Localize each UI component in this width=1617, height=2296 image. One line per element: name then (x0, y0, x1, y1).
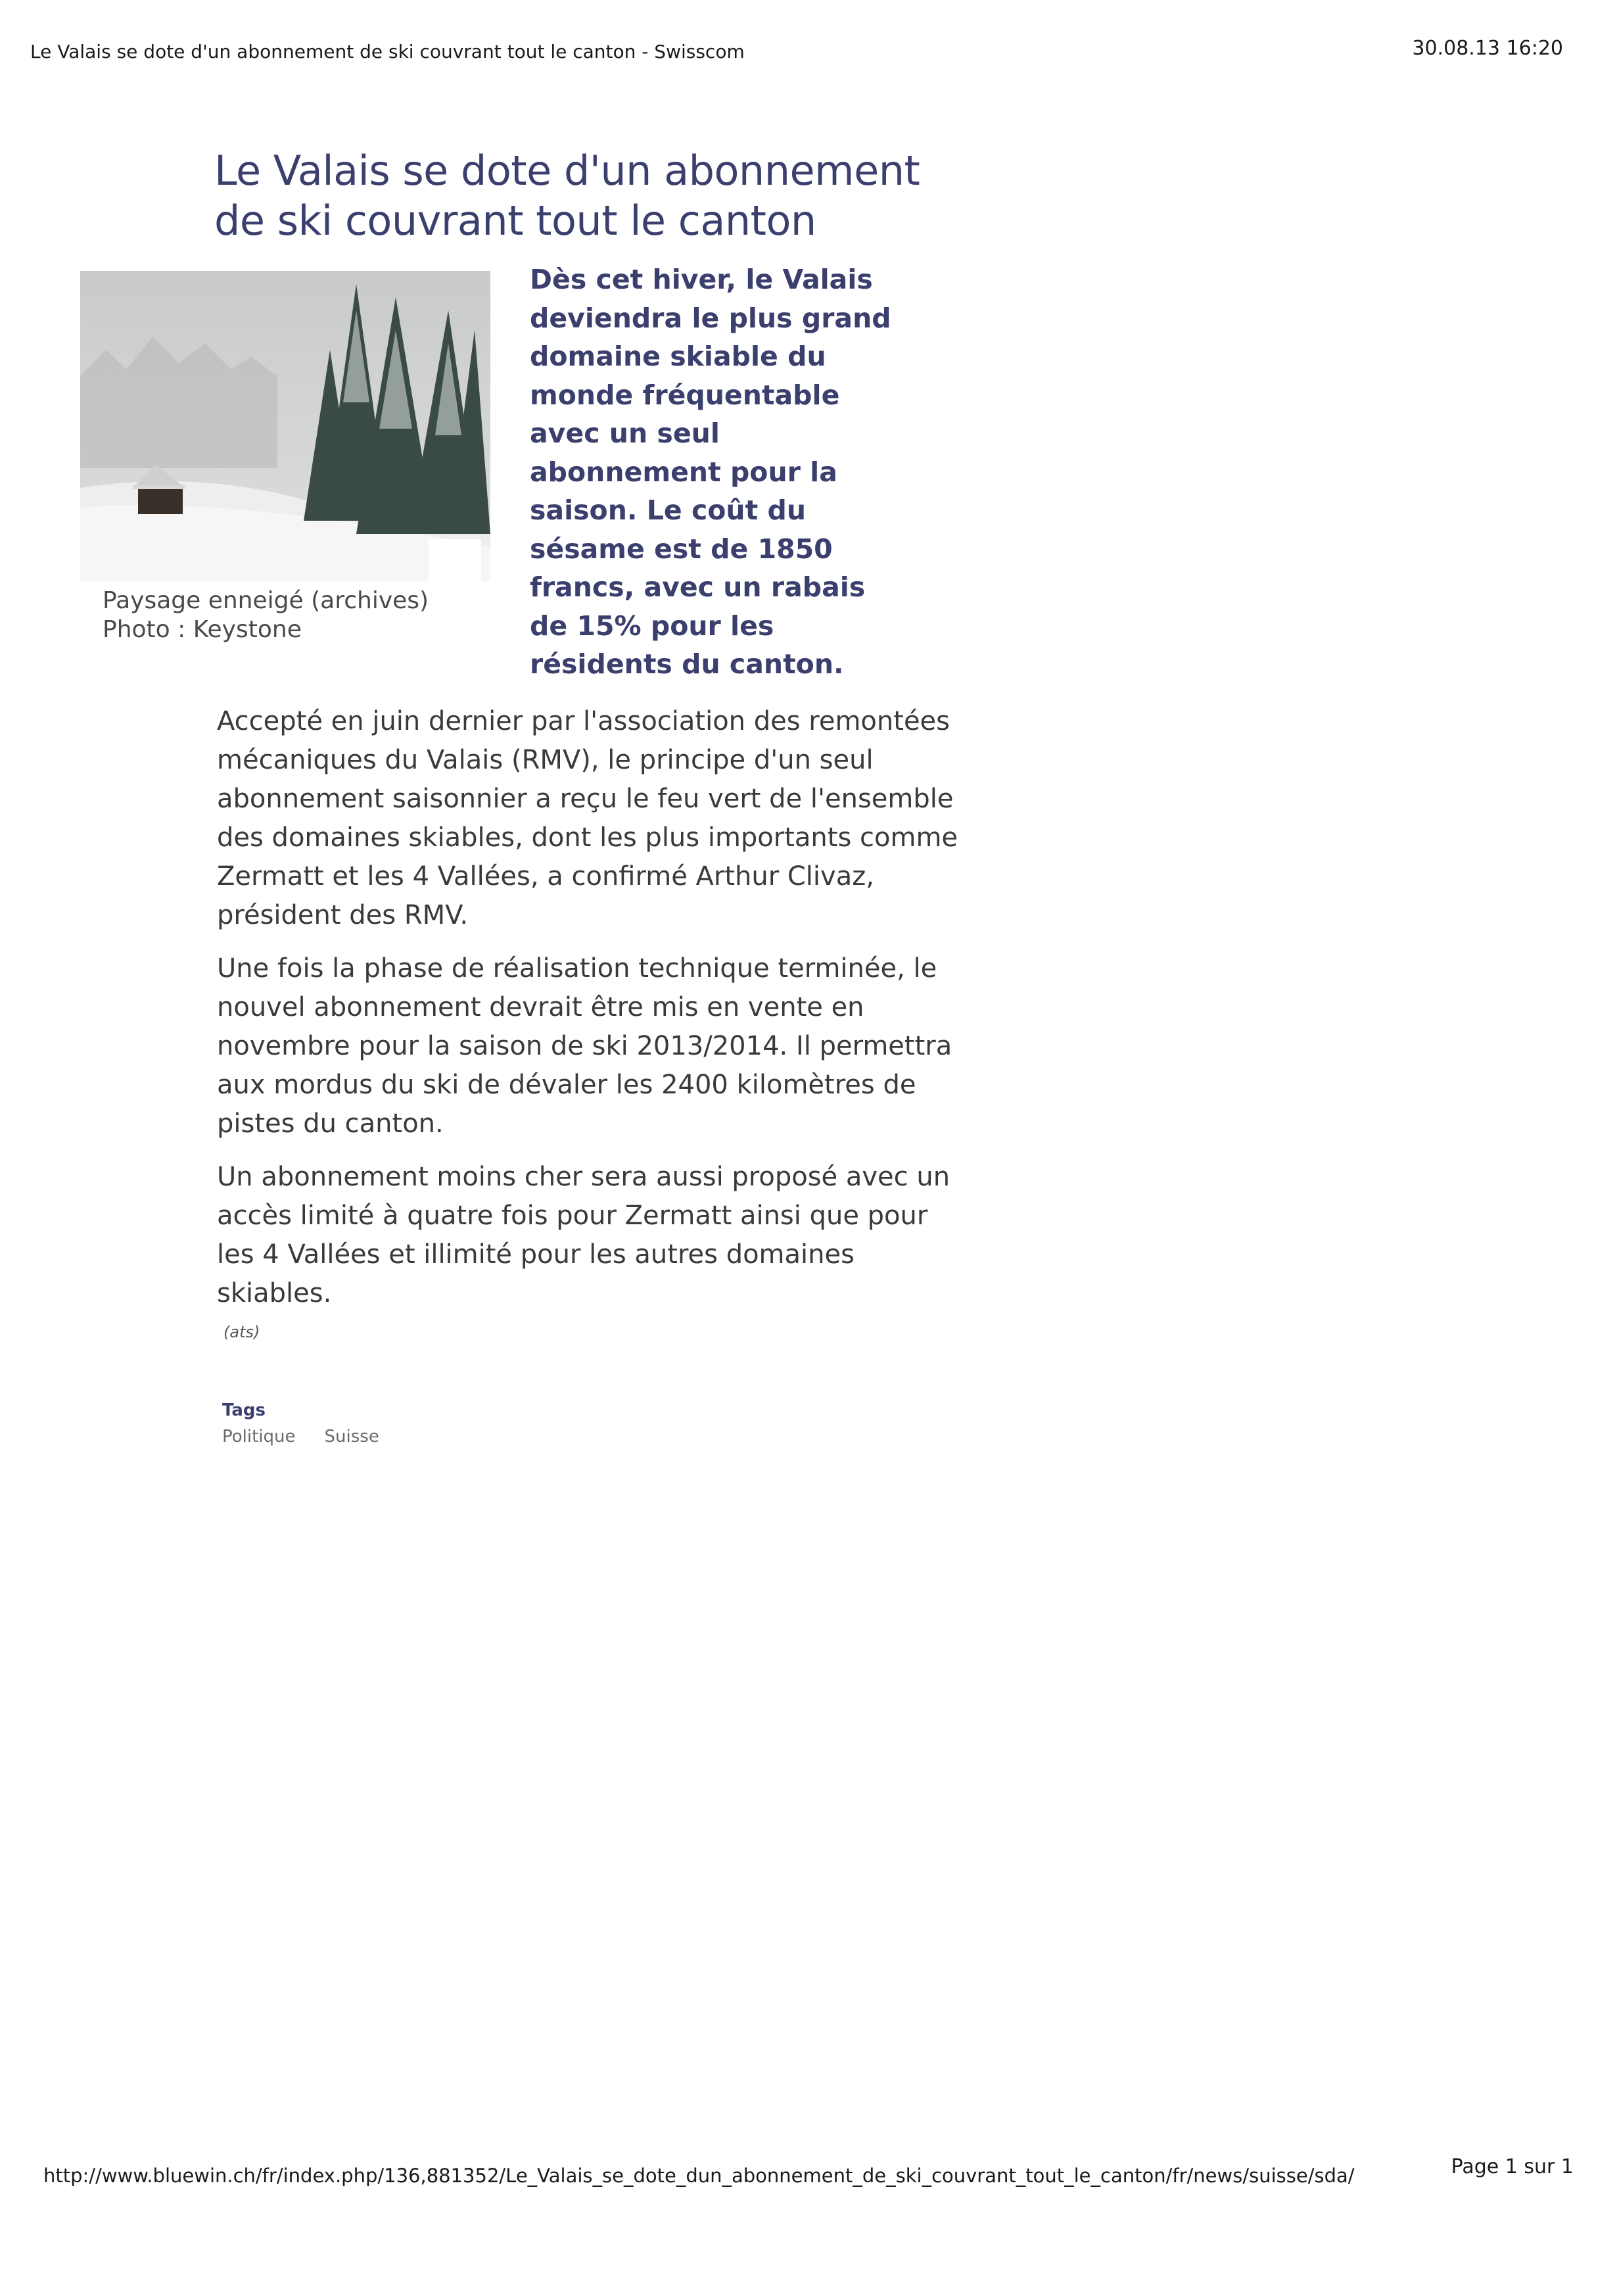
article-body (217, 702, 960, 1327)
print-footer-page-number: Page 1 sur 1 (1451, 2155, 1574, 2178)
body-paragraph: Accepté en juin dernier par l'association des remontées mécaniques du Valais (RMV), le principe d'un seul abonnement saisonnier a reçu le feu vert de l'ensemble des domaines skiables, dont les plus importants comme Zermatt et les 4 Vallées, a confirmé Arthur Clivaz, président des RMV. (217, 706, 958, 930)
tag-suisse[interactable]: Suisse (324, 1427, 379, 1447)
print-header-title: Le Valais se dote d'un abonnement de ski couvrant tout le canton - Swisscom (30, 41, 745, 62)
print-footer-url: http://www.bluewin.ch/fr/index.php/136,881352/Le_Valais_se_dote_dun_abonnement_de_ski_couvrant_tout_le_canton/fr/news/suisse/sda/ (43, 2164, 1355, 2187)
caption-credit: Photo : Keystone (103, 616, 302, 643)
caption-description: Paysage enneigé (archives) (103, 587, 429, 614)
article-source: (ats) (223, 1323, 260, 1341)
article-lead: Dès cet hiver, le Valais deviendra le plus grand domaine skiable du monde fréquentable avec un seul abonnement pour la saison. Le coût du sésame est de 1850 francs, avec un rabais de 15% pour les résidents du canton. (530, 264, 891, 680)
snowy-landscape-image (80, 271, 490, 581)
tags-heading: Tags (222, 1400, 266, 1420)
photo-caption (103, 586, 471, 644)
body-paragraph: Une fois la phase de réalisation technique terminée, le nouvel abonnement devrait être mis en vente en novembre pour la saison de ski 2013/2014. Il permettra aux mordus du ski de dévaler les 2400 kilomètres de pistes du canton. (217, 953, 952, 1139)
body-paragraph: Un abonnement moins cher sera aussi proposé avec un accès limité à quatre fois pour Zermatt ainsi que pour les 4 Vallées et illimité pour les autres domaines skiables. (217, 1162, 950, 1308)
print-header-datetime: 30.08.13 16:20 (1412, 37, 1563, 60)
tags-list (222, 1427, 379, 1447)
article-photo (80, 271, 490, 581)
article-headline: Le Valais se dote d'un abonnement de ski couvrant tout le canton (214, 147, 920, 245)
tag-politique[interactable]: Politique (222, 1427, 296, 1447)
